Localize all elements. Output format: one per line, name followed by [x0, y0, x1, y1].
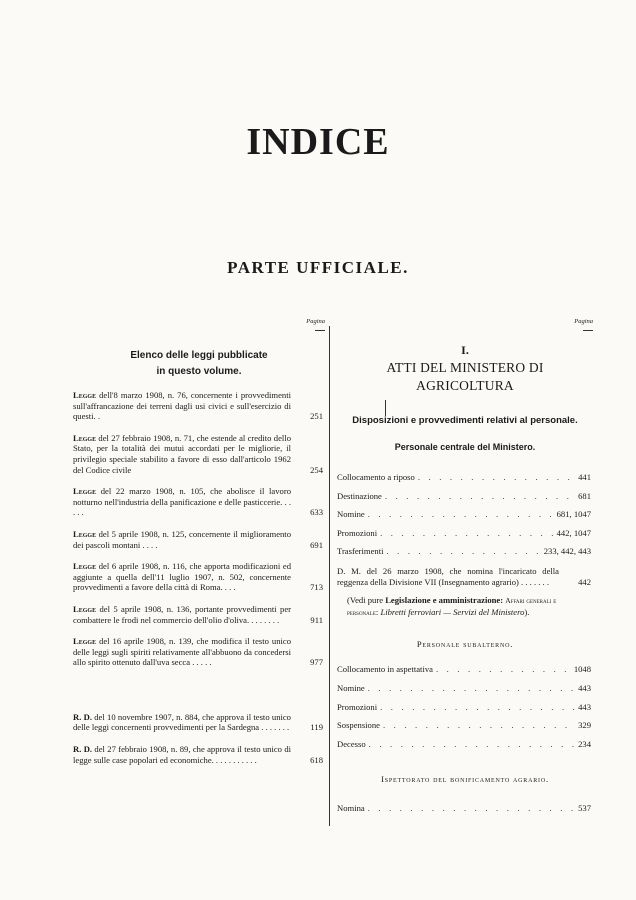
- central-staff-heading: Personale centrale del Ministero.: [394, 442, 536, 452]
- law-entry-text: del 5 aprile 1908, n. 136, portante provvedimenti per combattere le frodi nel commercio dell'olio d'oliva. . . . . . . .: [73, 603, 291, 625]
- index-row: [337, 716, 593, 735]
- decree-entry: [73, 712, 325, 733]
- index-row: [337, 468, 593, 487]
- index-row: [337, 660, 593, 679]
- note-colon: :: [500, 595, 506, 606]
- law-entry-page: 713: [310, 582, 323, 593]
- law-entry-type: Legge: [73, 390, 97, 400]
- decree-entry-page: 119: [310, 722, 323, 733]
- spacer: [73, 668, 325, 702]
- law-entry-page: 691: [310, 539, 323, 550]
- laws-heading-line1: Elenco delle leggi pubblicate: [130, 350, 268, 361]
- cross-reference-note: [337, 595, 593, 618]
- subaltern-staff-list: [337, 660, 593, 753]
- left-column: [73, 318, 325, 765]
- index-row-pages: 441: [578, 472, 591, 482]
- pagina-label-left: Pagina: [306, 318, 325, 325]
- decree-entry-text: del 27 febbraio 1908, n. 89, che approva il testo unico di legge sulle case popolari ed economiche. . . . . . . . . . .: [73, 744, 292, 765]
- index-row-pages: 233, 442, 443: [543, 546, 591, 557]
- decree-entry: [337, 566, 593, 587]
- index-row: [337, 679, 593, 698]
- inspectorate-list: [337, 799, 593, 818]
- law-entry-text: del 27 febbraio 1908, n. 71, che estende al credito dello Stato, per la totalità dei mutui accordati per le migliorie, il privilegio speciale stabilito a favore di esso dall'articolo 1962 del Codice civile: [73, 432, 291, 475]
- leader-dots: [368, 679, 575, 698]
- laws-heading: [73, 348, 325, 380]
- law-entry-type: Legge: [73, 603, 97, 614]
- ministry-title: ATTI DEL MINISTERO DI AGRICOLTURA: [386, 360, 544, 393]
- pagina-label-right: Pagina: [574, 318, 593, 325]
- note-smallcaps: Affari generali e personale: [347, 596, 557, 617]
- index-row-pages: 537: [578, 803, 591, 814]
- leader-dots: [385, 487, 575, 506]
- decree-entry-text: del 10 novembre 1907, n. 884, che approva il testo unico delle leggi concernenti provvedimenti per la Sardegna . . . . . . .: [73, 711, 291, 733]
- index-row-pages: 234: [578, 738, 591, 749]
- law-entry-text: del 22 marzo 1908, n. 105, che abolisce il lavoro notturno nell'industria della panificazione e delle pasticcerie. . . . . .: [73, 486, 291, 518]
- law-entry: [73, 561, 325, 593]
- law-entry-type: Legge: [73, 528, 97, 539]
- central-staff-list: [337, 468, 593, 561]
- index-row: [337, 698, 593, 717]
- index-row-pages: 329: [578, 720, 591, 731]
- law-entry: [73, 529, 325, 550]
- index-row-pages: 681, 1047: [556, 509, 591, 520]
- index-row-pages: 443: [578, 682, 591, 693]
- decree-entry-text: del 26 marzo 1908, che nomina l'incaricato della reggenza della Divisione VII (Insegnamento agrario) . . . . . . .: [337, 565, 560, 587]
- law-entry-text: del 6 aprile 1908, n. 116, che apporta modificazioni ed aggiunte a quella dell'11 luglio 1907, n. 502, concernente provvedimenti a favore della città di Roma. . . .: [73, 561, 291, 593]
- leader-dots: [386, 542, 540, 561]
- index-row-label: Nomina: [337, 803, 365, 814]
- decree-entry: [73, 744, 325, 765]
- leader-dots: [368, 505, 554, 524]
- law-entry-text: del 16 aprile 1908, n. 139, che modifica il testo unico delle leggi sugli spiriti relativamente all'abbuono da concedersi allo spirito ottenuto dall'uva secca . . . . .: [73, 636, 291, 668]
- leader-dots: [369, 735, 575, 754]
- column-divider: [329, 326, 330, 826]
- law-entry: [73, 486, 325, 518]
- pagina-rule-left: [315, 330, 325, 337]
- index-row-label: Decesso: [337, 738, 366, 749]
- index-row-label: Nomine: [337, 509, 365, 520]
- inspectorate-heading: Ispettorato del bonificamento agrario.: [381, 774, 549, 785]
- law-entry: [73, 636, 325, 668]
- index-row: [337, 505, 593, 524]
- index-row: [337, 487, 593, 506]
- decree-entry-type: R. D.: [73, 711, 92, 722]
- law-entry-page: 251: [310, 411, 323, 422]
- law-entry-page: 633: [310, 507, 323, 518]
- note-bold: Legislazione e amministrazione: [385, 595, 501, 606]
- index-row: [337, 542, 593, 561]
- note-close: ).: [524, 606, 530, 617]
- index-row-label: Nomine: [337, 682, 365, 693]
- index-row-pages: 443: [578, 701, 591, 712]
- page-title: INDICE: [246, 121, 390, 163]
- decree-entry-type: R. D.: [73, 744, 93, 755]
- index-row-label: Promozioni: [337, 701, 378, 712]
- index-row-label: Collocamento in aspettativa: [337, 664, 433, 675]
- index-row: [337, 799, 593, 818]
- index-row-label: Destinazione: [337, 490, 382, 501]
- pagina-rule-right: [583, 330, 593, 337]
- decree-entry-type: D. M.: [337, 565, 361, 576]
- law-entry-type: Legge: [73, 432, 97, 443]
- law-entry-type: Legge: [73, 561, 97, 572]
- index-row-label: Trasferimenti: [337, 546, 384, 557]
- index-row-pages: 1048: [573, 664, 591, 675]
- law-entry-text: del 5 aprile 1908, n. 125, concernente il miglioramento dei pascoli montani . . . .: [73, 528, 291, 550]
- laws-heading-line2: in questo volume.: [156, 366, 242, 377]
- law-entry-page: 977: [310, 657, 323, 668]
- personnel-heading: Disposizioni e provvedimenti relativi al personale.: [352, 415, 578, 426]
- law-entry: [73, 604, 325, 625]
- law-entry: [73, 390, 325, 422]
- law-entry: [73, 433, 325, 475]
- note-open: (Vedi pure: [347, 595, 386, 606]
- law-entry-page: 911: [310, 614, 323, 625]
- leader-dots: [418, 468, 575, 487]
- leader-dots: [380, 698, 575, 717]
- section-title: PARTE UFFICIALE.: [227, 258, 409, 277]
- index-row-pages: 681: [578, 490, 591, 501]
- note-sep: :: [375, 606, 381, 617]
- index-row-pages: 442, 1047: [556, 527, 591, 538]
- index-row: [337, 735, 593, 754]
- index-row-label: Promozioni: [337, 527, 378, 538]
- subaltern-staff-heading: Personale subalterno.: [416, 639, 514, 650]
- decree-entry-page: 442: [578, 576, 591, 587]
- index-row: [337, 524, 593, 543]
- leader-dots: [436, 660, 571, 679]
- law-entry-page: 254: [310, 464, 323, 475]
- law-entry-type: Legge: [73, 486, 97, 497]
- index-row-label: Collocamento a riposo: [337, 472, 415, 482]
- section-number: I.: [461, 343, 469, 357]
- leader-dots: [383, 716, 575, 735]
- decree-entry-page: 618: [310, 754, 323, 765]
- leader-dots: [368, 799, 575, 818]
- note-italic: Libretti ferroviari — Servizi del Ministero: [380, 606, 525, 617]
- law-entry-type: Legge: [73, 636, 97, 647]
- leader-dots: [380, 524, 554, 543]
- law-entry-text: dell'8 marzo 1908, n. 76, concernente i provvedimenti sull'affrancazione dei terreni dagli usi civici e sull'esercizio di questi. .: [73, 390, 291, 422]
- right-column: [337, 318, 593, 818]
- index-row-label: Sospensione: [337, 720, 380, 731]
